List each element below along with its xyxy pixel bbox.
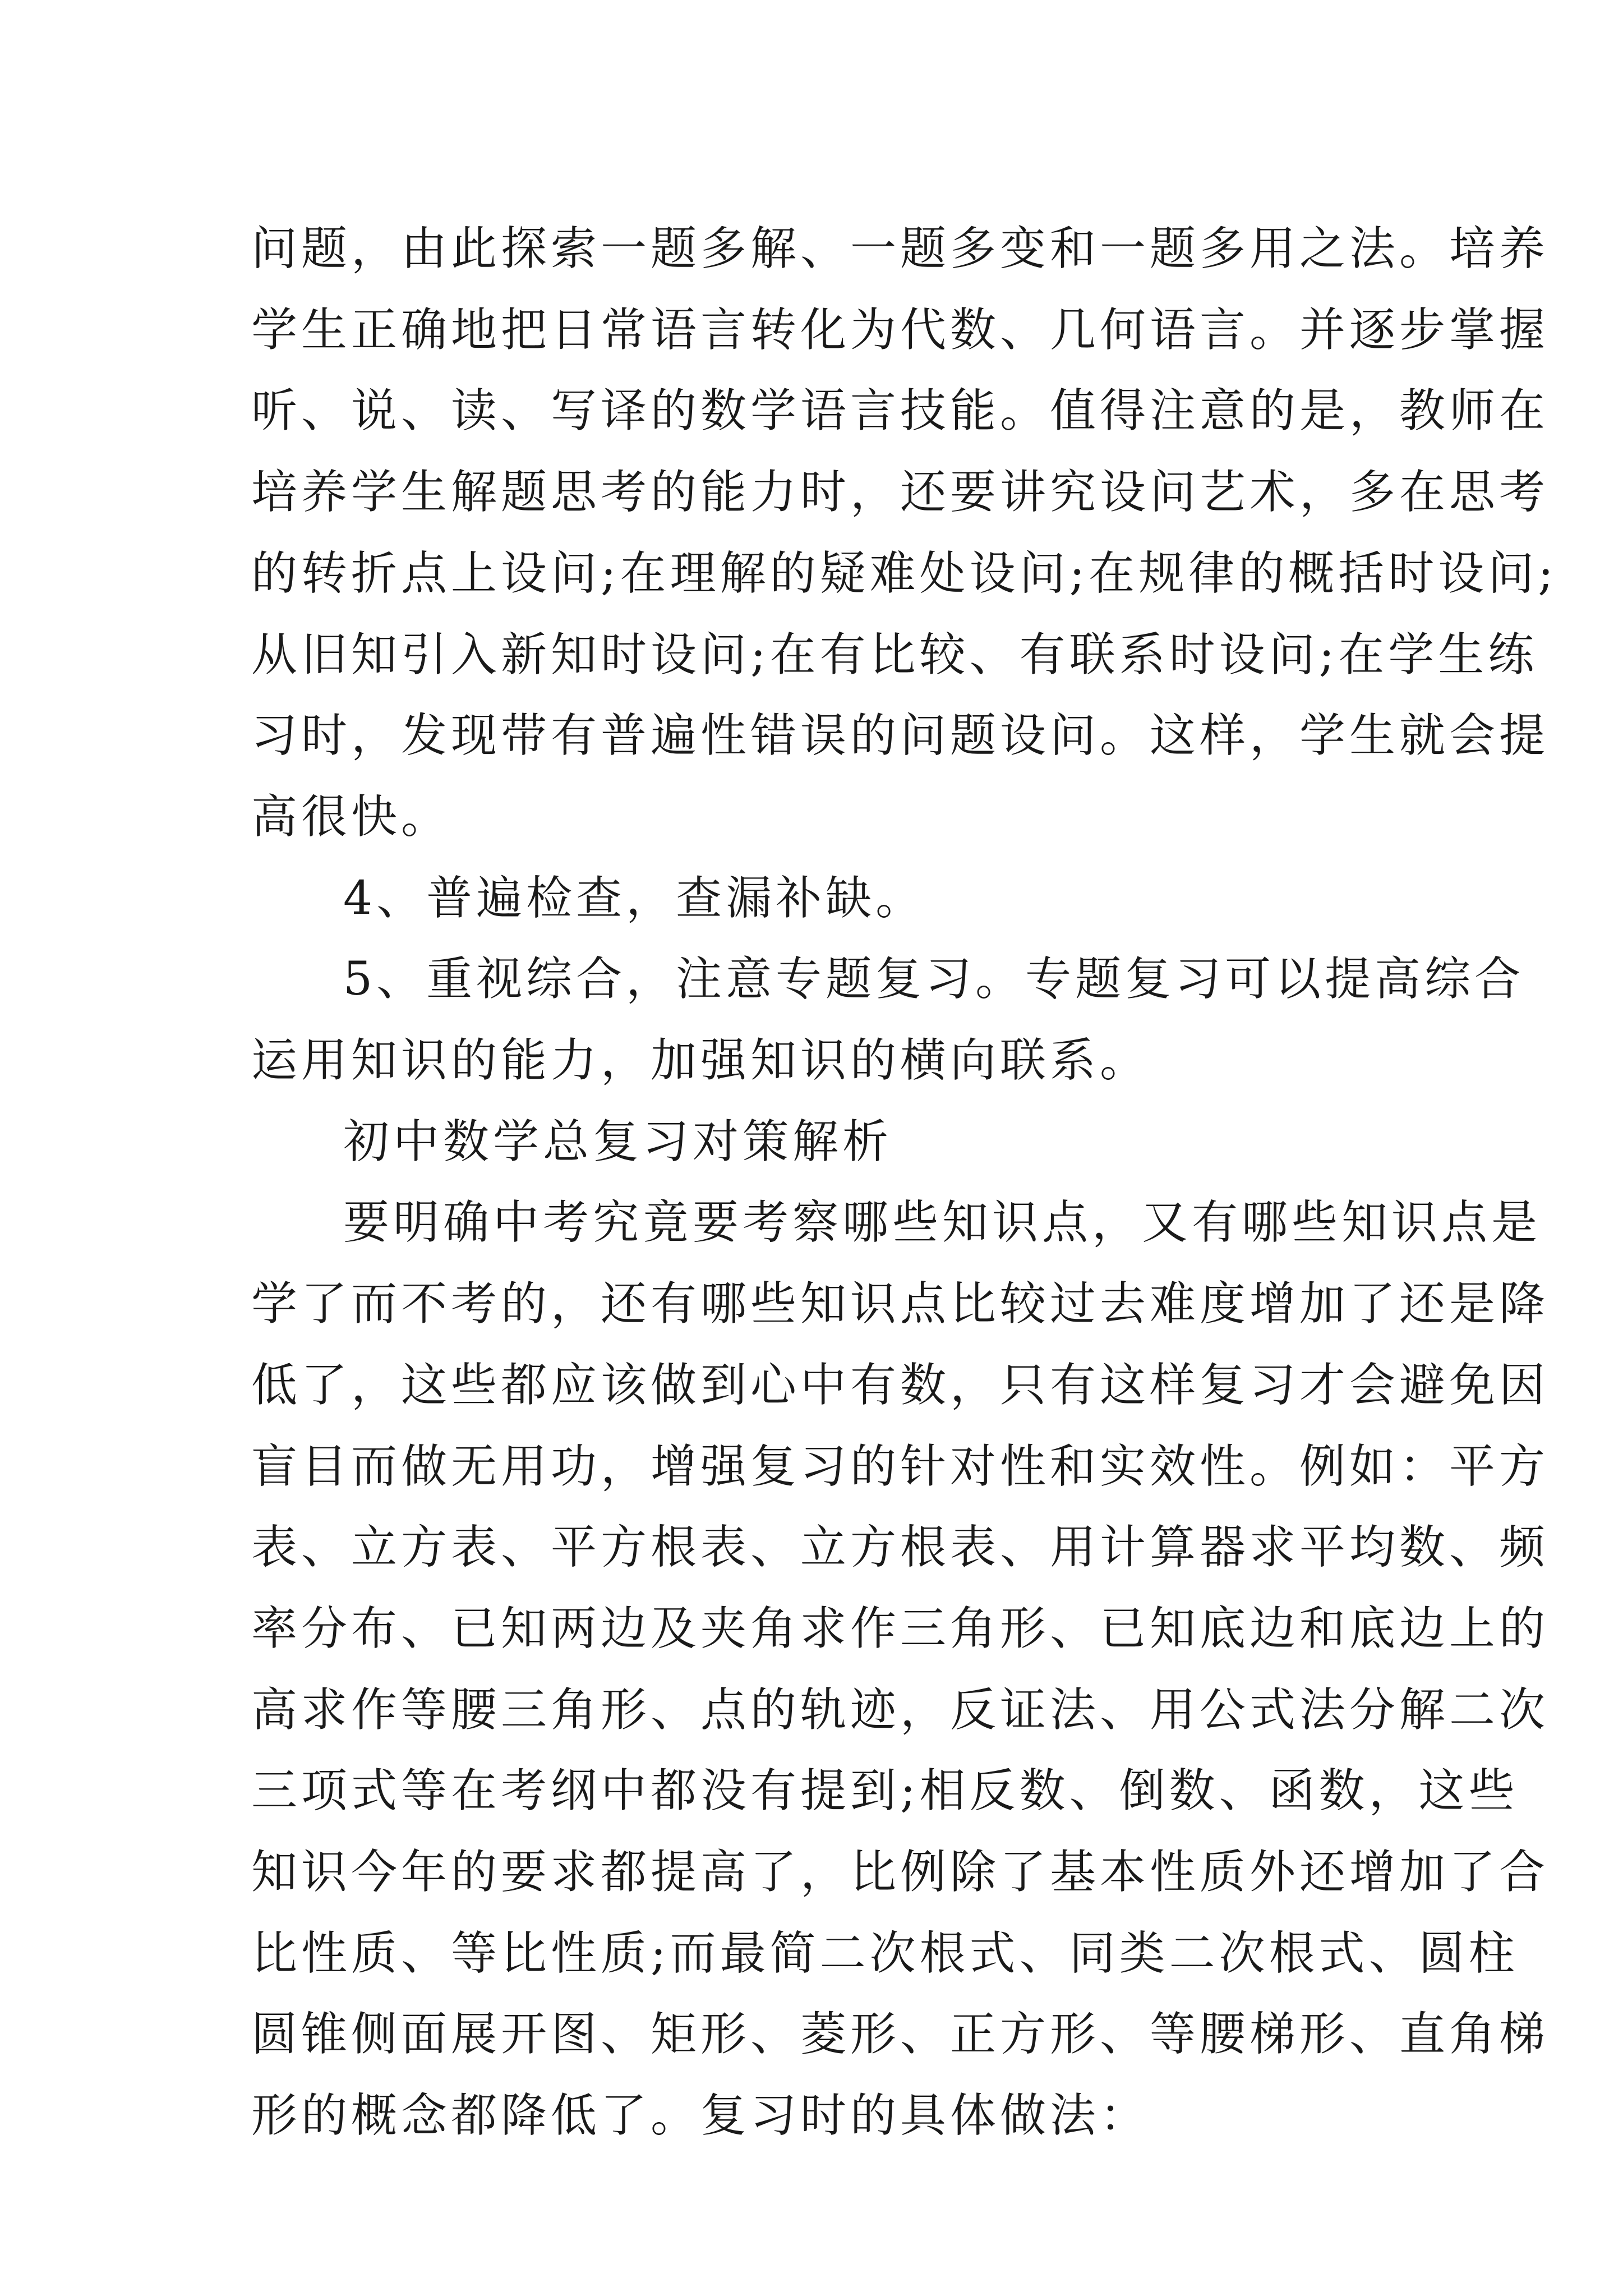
text-line: 圆锥侧面展开图、矩形、菱形、正方形、等腰梯形、直角梯	[251, 2008, 1550, 2062]
text-line: 形的概念都降低了。复习时的具体做法：	[251, 2089, 1150, 2143]
text-line: 听、说、读、写译的数学语言技能。值得注意的是，教师在	[251, 384, 1550, 438]
document-body	[251, 209, 1557, 2157]
text-line: 低了，这些都应该做到心中有数，只有这样复习才会避免因	[251, 1358, 1550, 1412]
text-line: 盲目而做无用功，增强复习的针对性和实效性。例如：平方	[251, 1439, 1550, 1493]
text-line: 4、普遍检查，查漏补缺。	[343, 871, 926, 925]
text-line: 比性质、等比性质;而最简二次根式、同类二次根式、圆柱	[251, 1926, 1519, 1980]
text-line: 运用知识的能力，加强知识的横向联系。	[251, 1034, 1150, 1088]
paragraph-item-4	[251, 858, 1395, 940]
heading-text: 初中数学总复习对策解析	[343, 1115, 893, 1168]
paragraph-exam-points	[251, 1182, 1550, 2156]
text-line: 表、立方表、平方根表、立方根表、用计算器求平均数、频	[251, 1521, 1550, 1575]
section-heading	[251, 1102, 1395, 1183]
paragraph-problem-solving	[251, 209, 1557, 858]
text-line: 学了而不考的，还有哪些知识点比较过去难度增加了还是降	[251, 1277, 1550, 1331]
text-line: 率分布、已知两边及夹角求作三角形、已知底边和底边上的	[251, 1602, 1550, 1655]
text-line: 学生正确地把日常语言转化为代数、几何语言。并逐步掌握	[251, 303, 1550, 357]
text-line: 培养学生解题思考的能力时，还要讲究设问艺术，多在思考	[251, 466, 1550, 519]
text-line: 5、重视综合，注意专题复习。专题复习可以提高综合	[343, 953, 1525, 1006]
text-line: 要明确中考究竟要考察哪些知识点，又有哪些知识点是	[343, 1196, 1542, 1250]
text-line: 三项式等在考纲中都没有提到;相反数、倒数、函数，这些	[251, 1764, 1519, 1818]
paragraph-item-5	[251, 939, 1525, 1101]
text-line: 习时，发现带有普遍性错误的问题设问。这样，学生就会提	[251, 709, 1550, 763]
text-line: 高求作等腰三角形、点的轨迹，反证法、用公式法分解二次	[251, 1683, 1550, 1737]
text-line: 知识今年的要求都提高了，比例除了基本性质外还增加了合	[251, 1846, 1550, 1899]
text-line: 的转折点上设问;在理解的疑难处设问;在规律的概括时设问;	[251, 546, 1557, 600]
text-line: 从旧知引入新知时设问;在有比较、有联系时设问;在学生练	[251, 628, 1538, 682]
text-line: 高很快。	[251, 790, 451, 844]
text-line: 问题，由此探索一题多解、一题多变和一题多用之法。培养	[251, 222, 1550, 275]
